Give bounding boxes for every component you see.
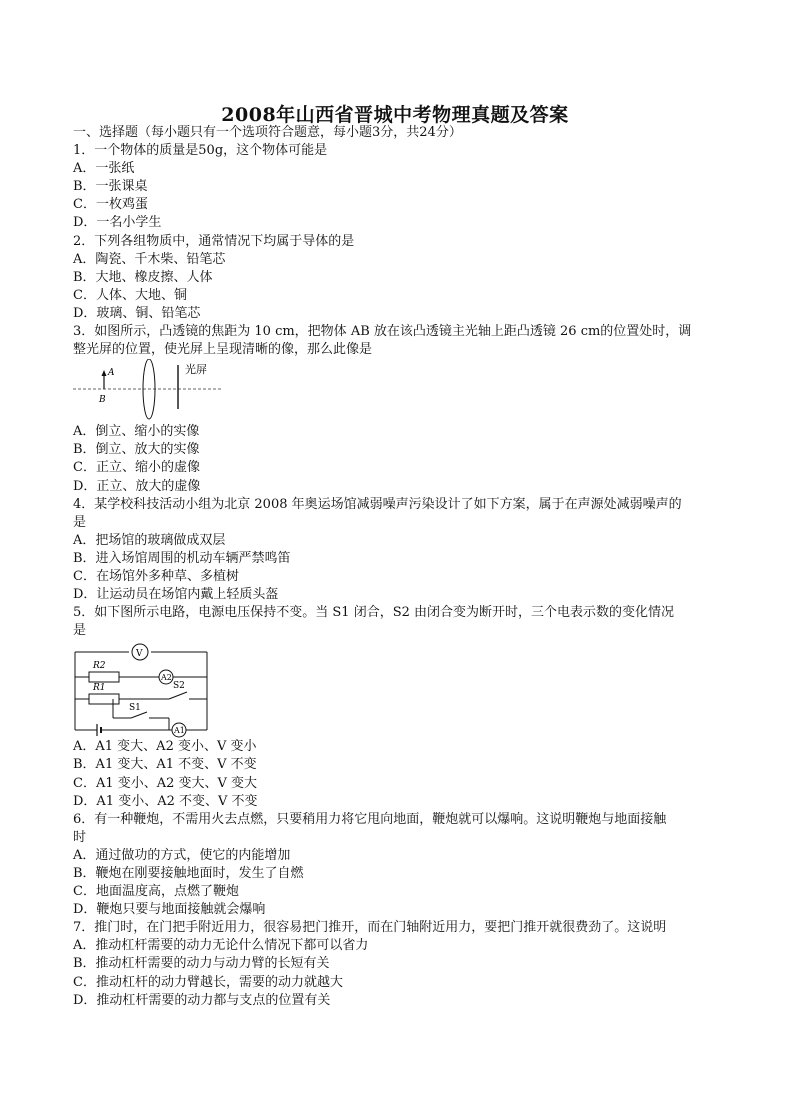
question-stem: 1．一个物体的质量是50g，这个物体可能是 — [73, 143, 328, 159]
question-stem-line-2: 整光屏的位置，使光屏上呈现清晰的像，那么此像是 — [73, 342, 373, 358]
option-c: C．人体、大地、铜 — [73, 287, 187, 303]
question-stem: 7．推门时，在门把手附近用力，很容易把门推开，而在门轴附近用力，要把门推开就很费劲了。这说明 — [73, 920, 667, 936]
r1-label: R1 — [93, 683, 106, 694]
option-d: D．A1 变小、A2 不变、V 不变 — [73, 793, 258, 809]
option-a: A．把场馆的玻璃做成双层 — [73, 532, 226, 548]
a1-label: A1 — [174, 726, 185, 736]
option-c: C．在场馆外多种草、多植树 — [73, 568, 239, 584]
option-a: A．推动杠杆需要的动力无论什么情况下都可以省力 — [73, 938, 369, 954]
question-list — [73, 124, 723, 1010]
question-3 — [73, 323, 723, 496]
question-stem: 2．下列各组物质中，通常情况下均属于导体的是 — [73, 233, 355, 249]
option-b: B．大地、橡皮擦、人体 — [73, 269, 213, 285]
circuit-diagram — [73, 640, 213, 738]
option-a: A．A1 变大、A2 变小、V 变小 — [73, 739, 257, 755]
question-stem-line-1: 4．某学校科技活动小组为北京 2008 年奥运场馆减弱噪声污染设计了如下方案，属于在声源处减弱噪声的 — [73, 496, 682, 512]
question-stem-line-2: 是 — [73, 514, 87, 530]
option-c: C．推动杠杆的动力臂越长，需要的动力就越大 — [73, 974, 343, 990]
option-d: D．推动杠杆需要的动力都与支点的位置有关 — [73, 992, 331, 1008]
option-a: A．一张纸 — [73, 161, 135, 177]
option-b: B．进入场馆周围的机动车辆严禁鸣笛 — [73, 550, 291, 566]
option-a: A．倒立、缩小的实像 — [73, 424, 200, 440]
section-heading: 一、选择题（每小题只有一个选项符合题意，每小题3分，共24分） — [73, 125, 462, 140]
screen-label: 光屏 — [185, 363, 207, 377]
option-b: B．一张课桌 — [73, 179, 148, 195]
switch-s2 — [169, 692, 187, 699]
resistor-r1 — [89, 694, 119, 704]
question-stem-line-2: 时 — [73, 829, 87, 845]
label-a: A — [108, 368, 115, 379]
option-b: B．A1 变大、A1 不变、V 不变 — [73, 757, 257, 773]
question-7 — [73, 919, 723, 1009]
question-5 — [73, 604, 723, 811]
object-arrow-head — [102, 370, 107, 376]
question-stem-line-1: 5．如下图所示电路，电源电压保持不变。当 S1 闭合，S2 由闭合变为断开时，三个电表示数的变化情况 — [73, 605, 675, 621]
voltmeter-label: V — [136, 649, 143, 660]
option-a: A．通过做功的方式，使它的内能增加 — [73, 847, 291, 863]
option-a: A．陶瓷、千木柴、铅笔芯 — [73, 251, 226, 267]
option-d: D．一名小学生 — [73, 215, 162, 231]
question-stem-line-2: 是 — [73, 623, 87, 639]
option-d: D．让运动员在场馆内戴上轻质头盔 — [73, 587, 279, 603]
page-title: 2008年山西省晋城中考物理真题及答案 — [221, 104, 569, 126]
option-d: D．正立、放大的虚像 — [73, 478, 201, 494]
option-c: C．地面温度高，点燃了鞭炮 — [73, 884, 239, 900]
lens-diagram — [73, 359, 223, 423]
resistor-r2 — [89, 672, 119, 682]
s2-label: S2 — [173, 681, 185, 692]
r2-label: R2 — [93, 661, 106, 672]
question-6 — [73, 811, 723, 920]
option-d: D．玻璃、铜、铅笔芯 — [73, 305, 201, 321]
a2-label: A2 — [161, 673, 172, 683]
s1-label: S1 — [129, 703, 141, 714]
option-b: B．倒立、放大的实像 — [73, 442, 200, 458]
option-c: C．一枚鸡蛋 — [73, 197, 148, 213]
question-stem-line-1: 3．如图所示，凸透镜的焦距为 10 cm，把物体 AB 放在该凸透镜主光轴上距凸透镜 26 cm的位置处时，调 — [73, 324, 692, 340]
question-stem-line-1: 6．有一种鞭炮，不需用火去点燃，只要稍用力将它甩向地面，鞭炮就可以爆响。这说明鞭炮与地面接触 — [73, 811, 667, 827]
question-4 — [73, 496, 723, 605]
option-c: C．A1 变小、A2 变大、V 变大 — [73, 775, 258, 791]
option-b: B．推动杠杆需要的动力与动力臂的长短有关 — [73, 956, 330, 972]
option-d: D．鞭炮只要与地面接触就会爆响 — [73, 902, 266, 918]
question-1 — [73, 142, 723, 232]
label-b: B — [99, 395, 106, 406]
option-c: C．正立、缩小的虚像 — [73, 460, 200, 476]
question-2 — [73, 233, 723, 323]
option-b: B．鞭炮在刚要接触地面时，发生了自燃 — [73, 866, 304, 881]
